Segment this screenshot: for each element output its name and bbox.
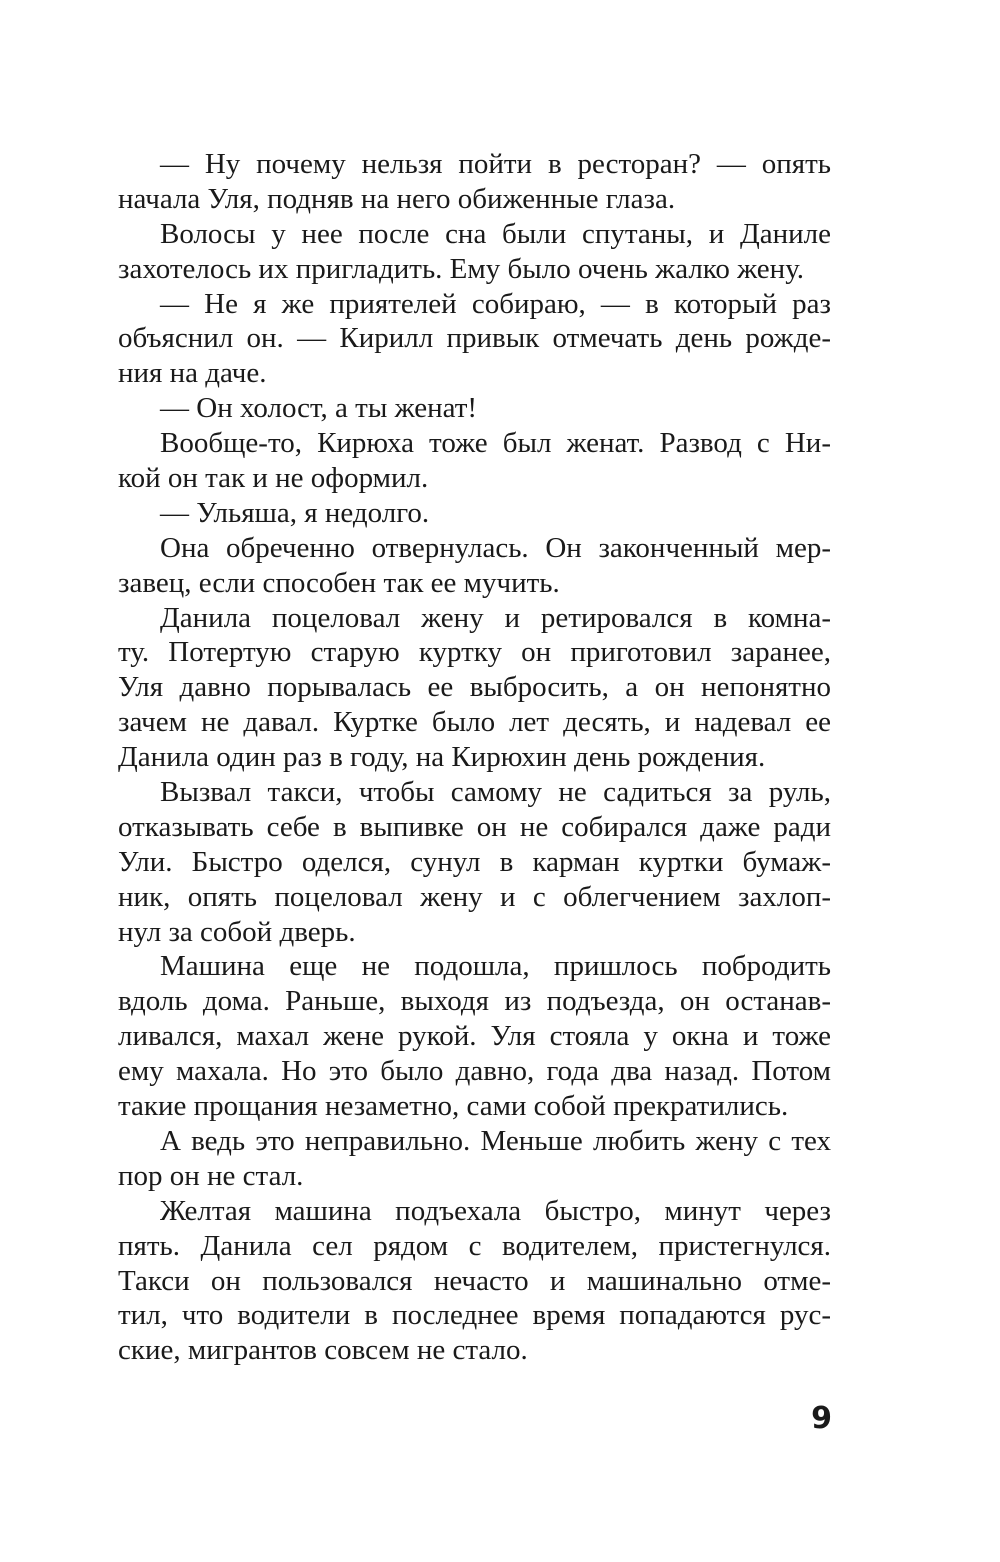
text-line: А ведь это неправильно. Меньше любить жену с тех [160, 1124, 831, 1157]
text-line: Данила один раз в году, на Кирюхин день рождения. [118, 741, 766, 774]
page-number: 9 [811, 1401, 832, 1436]
text-line: пор он не стал. [118, 1159, 304, 1192]
text-line: ему махала. Но это было давно, года два назад. Потом [118, 1055, 831, 1088]
text-line: — Ульяша, я недолго. [160, 496, 430, 529]
text-line: начала Уля, подняв на него обиженные глаза. [118, 182, 676, 215]
text-line: ливался, махал жене рукой. Уля стояла у окна и тоже [118, 1020, 831, 1053]
text-line: нул за собой дверь. [118, 915, 356, 948]
text-line: Она обреченно отвернулась. Он законченный мер- [160, 531, 831, 564]
text-line: Данила поцеловал жену и ретировался в комна- [160, 601, 831, 634]
text-line: — Он холост, а ты женат! [160, 392, 478, 425]
text-line: ту. Потертую старую куртку он приготовил заранее, [118, 636, 831, 669]
text-line: ния на даче. [118, 357, 267, 390]
text-line: — Не я же приятелей собираю, — в который раз [160, 287, 831, 320]
text-line: отказывать себе в выпивке он не собирался даже ради [118, 810, 831, 843]
text-line: завец, если способен так ее мучить. [118, 566, 560, 599]
text-line: Желтая машина подъехала быстро, минут через [160, 1194, 831, 1227]
text-line: объяснил он. — Кирилл привык отмечать день рожде- [118, 322, 831, 355]
text-line: тил, что водители в последнее время попадаются рус- [118, 1299, 831, 1332]
text-line: Такси он пользовался нечасто и машинально отме- [118, 1264, 831, 1297]
text-line: такие прощания незаметно, сами собой прекратились. [118, 1090, 789, 1123]
text-line: захотелось их пригладить. Ему было очень жалко жену. [118, 252, 805, 285]
text-line: Машина еще не подошла, пришлось побродить [160, 950, 831, 983]
text-line: зачем не давал. Куртке было лет десять, и надевал ее [118, 706, 831, 739]
text-line: Волосы у нее после сна были спутаны, и Даниле [160, 217, 831, 250]
text-line: Вообще-то, Кирюха тоже был женат. Развод с Ни- [160, 427, 831, 460]
text-line: пять. Данила сел рядом с водителем, пристегнулся. [118, 1229, 831, 1262]
text-line: вдоль дома. Раньше, выходя из подъезда, он останав- [118, 985, 831, 1018]
body-text [118, 144, 831, 1365]
text-line: Ули. Быстро оделся, сунул в карман куртки бумаж- [118, 845, 831, 878]
text-line: кой он так и не оформил. [118, 462, 429, 495]
text-line: ские, мигрантов совсем не стало. [118, 1334, 528, 1367]
text-line: Уля давно порывалась ее выбросить, а он непонятно [118, 671, 831, 704]
text-line: Вызвал такси, чтобы самому не садиться за руль, [160, 776, 831, 809]
text-line: — Ну почему нельзя пойти в ресторан? — опять [160, 148, 831, 180]
text-line: ник, опять поцеловал жену и с облегчением захлоп- [118, 880, 831, 913]
